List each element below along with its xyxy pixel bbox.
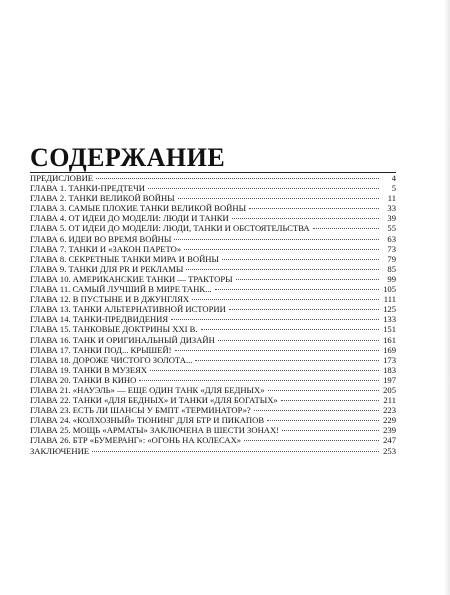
toc-entry[interactable] xyxy=(30,335,396,345)
toc-entry-page-number: 151 xyxy=(383,324,396,335)
toc-entry-title: ГЛАВА 11. САМЫЙ ЛУЧШИЙ В МИРЕ ТАНК... xyxy=(30,284,212,295)
toc-entry[interactable] xyxy=(30,375,396,385)
toc-entry[interactable] xyxy=(30,324,396,334)
toc-entry-title: ГЛАВА 5. ОТ ИДЕИ ДО МОДЕЛИ: ЛЮДИ, ТАНКИ И ОБСТОЯТЕЛЬСТВА xyxy=(30,223,310,234)
toc-entry-title: ГЛАВА 20. ТАНКИ В КИНО xyxy=(30,374,137,385)
dot-leader xyxy=(268,390,379,391)
dot-leader xyxy=(218,340,379,341)
dot-leader xyxy=(178,198,379,199)
toc-entry-page-number: 5 xyxy=(391,183,396,194)
toc-entry[interactable] xyxy=(30,365,396,375)
dot-leader xyxy=(236,279,379,280)
toc-entry[interactable] xyxy=(30,425,396,435)
dot-leader xyxy=(244,440,379,441)
page-title: СОДЕРЖАНИЕ xyxy=(30,143,226,172)
dot-leader xyxy=(139,380,379,381)
toc-entry-title: ГЛАВА 14. ТАНКИ-ПРЕДВИДЕНИЯ xyxy=(30,314,169,325)
dot-leader xyxy=(249,208,379,209)
dot-leader xyxy=(150,370,379,371)
dot-leader xyxy=(192,299,379,300)
toc-entry-title: ГЛАВА 21. «НАУЭЛЬ» — ЕЩЕ ОДИН ТАНК «ДЛЯ БЕДНЫХ» xyxy=(30,384,265,395)
table-of-contents xyxy=(30,173,396,456)
toc-entry-title: ГЛАВА 16. ТАНК И ОРИГИНАЛЬНЫЙ ДИЗАЙН xyxy=(30,334,215,345)
toc-entry[interactable] xyxy=(30,213,396,223)
dot-leader xyxy=(174,239,379,240)
toc-entry[interactable] xyxy=(30,234,396,244)
toc-entry-page-number: 111 xyxy=(383,294,396,305)
toc-entry[interactable] xyxy=(30,446,396,456)
toc-entry-page-number: 205 xyxy=(383,384,396,395)
dot-leader xyxy=(254,410,379,411)
toc-entry-title: ГЛАВА 24. «КОЛХОЗНЫЙ» ТЮНИНГ ДЛЯ БТР И ПИКАПОВ xyxy=(30,415,265,426)
toc-entry[interactable] xyxy=(30,435,396,445)
toc-entry-title: ГЛАВА 26. БТР «БУМЕРАНГ»: «ОГОНЬ НА КОЛЕСАХ» xyxy=(30,435,242,446)
dot-leader xyxy=(313,228,379,229)
toc-entry-page-number: 125 xyxy=(383,304,396,315)
toc-entry-page-number: 79 xyxy=(387,253,396,264)
toc-entry-page-number: 169 xyxy=(383,344,396,355)
toc-entry-title: ГЛАВА 23. ЕСТЬ ЛИ ШАНСЫ У БМПТ «ТЕРМИНАТОР»? xyxy=(30,405,251,416)
toc-entry-page-number: 11 xyxy=(387,193,396,204)
page-edge-shadow xyxy=(444,0,450,595)
dot-leader xyxy=(281,400,379,401)
toc-entry-title: ГЛАВА 9. ТАНКИ ДЛЯ PR И РЕКЛАМЫ xyxy=(30,263,184,274)
toc-entry-title: ГЛАВА 12. В ПУСТЫНЕ И В ДЖУНГЛЯХ xyxy=(30,294,190,305)
toc-entry-page-number: 161 xyxy=(383,334,396,345)
toc-entry[interactable] xyxy=(30,254,396,264)
toc-entry-page-number: 4 xyxy=(391,173,396,183)
toc-entry-title: ГЛАВА 2. ТАНКИ ВЕЛИКОЙ ВОЙНЫ xyxy=(30,193,175,204)
toc-entry-title: ГЛАВА 3. САМЫЕ ПЛОХИЕ ТАНКИ ВЕЛИКОЙ ВОЙНЫ xyxy=(30,203,247,214)
toc-entry[interactable] xyxy=(30,193,396,203)
dot-leader xyxy=(96,178,379,179)
toc-entry[interactable] xyxy=(30,355,396,365)
dot-leader xyxy=(184,249,379,250)
toc-entry-title: ЗАКЛЮЧЕНИЕ xyxy=(30,445,90,456)
dot-leader xyxy=(175,350,379,351)
toc-entry-page-number: 63 xyxy=(387,233,396,244)
toc-entry-title: ГЛАВА 15. ТАНКОВЫЕ ДОКТРИНЫ XXI В. xyxy=(30,324,198,335)
toc-entry-page-number: 55 xyxy=(387,223,396,234)
toc-entry-page-number: 173 xyxy=(383,354,396,365)
toc-entry-title: ГЛАВА 7. ТАНКИ И «ЗАКОН ПАРЕТО» xyxy=(30,243,182,254)
toc-entry-page-number: 253 xyxy=(383,445,396,456)
toc-entry[interactable] xyxy=(30,274,396,284)
toc-entry-page-number: 183 xyxy=(383,364,396,375)
dot-leader xyxy=(195,360,379,361)
toc-entry[interactable] xyxy=(30,264,396,274)
toc-entry-title: ГЛАВА 25. МОЩЬ «АРМАТЫ» ЗАКЛЮЧЕНА В ШЕСТИ ЗОНАХ! xyxy=(30,425,280,436)
toc-entry-title: ГЛАВА 17. ТАНКИ ПОД... КРЫШЕЙ! xyxy=(30,344,172,355)
toc-entry-title: ГЛАВА 4. ОТ ИДЕИ ДО МОДЕЛИ: ЛЮДИ И ТАНКИ xyxy=(30,213,229,224)
toc-entry[interactable] xyxy=(30,385,396,395)
toc-entry-page-number: 85 xyxy=(387,263,396,274)
dot-leader xyxy=(148,188,379,189)
dot-leader xyxy=(222,259,379,260)
toc-entry[interactable] xyxy=(30,395,396,405)
toc-entry-title: ГЛАВА 1. ТАНКИ-ПРЕДТЕЧИ xyxy=(30,183,145,194)
dot-leader xyxy=(215,289,379,290)
toc-entry-page-number: 197 xyxy=(383,374,396,385)
toc-entry[interactable] xyxy=(30,415,396,425)
dot-leader xyxy=(229,309,379,310)
toc-entry-title: ГЛАВА 6. ИДЕИ ВО ВРЕМЯ ВОЙНЫ xyxy=(30,233,172,244)
toc-entry-page-number: 99 xyxy=(387,273,396,284)
toc-entry-title: ГЛАВА 10. АМЕРИКАНСКИЕ ТАНКИ — ТРАКТОРЫ xyxy=(30,273,233,284)
toc-entry[interactable] xyxy=(30,223,396,233)
toc-entry[interactable] xyxy=(30,405,396,415)
toc-entry-page-number: 211 xyxy=(383,395,396,406)
toc-entry-title: ГЛАВА 22. ТАНКИ «ДЛЯ БЕДНЫХ» И ТАНКИ «ДЛЯ БОГАТЫХ» xyxy=(30,395,278,406)
toc-entry[interactable] xyxy=(30,183,396,193)
toc-entry-title: ГЛАВА 18. ДОРОЖЕ ЧИСТОГО ЗОЛОТА... xyxy=(30,354,193,365)
toc-entry-page-number: 105 xyxy=(383,284,396,295)
toc-entry-page-number: 133 xyxy=(383,314,396,325)
dot-leader xyxy=(186,269,379,270)
toc-entry[interactable] xyxy=(30,304,396,314)
dot-leader xyxy=(171,319,379,320)
toc-entry-title: ГЛАВА 8. СЕКРЕТНЫЕ ТАНКИ МИРА И ВОЙНЫ xyxy=(30,253,219,264)
toc-entry-title: ГЛАВА 19. ТАНКИ В МУЗЕЯХ xyxy=(30,364,148,375)
dot-leader xyxy=(232,218,379,219)
toc-entry[interactable] xyxy=(30,203,396,213)
toc-entry-page-number: 33 xyxy=(387,203,396,214)
toc-entry[interactable] xyxy=(30,294,396,304)
toc-entry[interactable] xyxy=(30,244,396,254)
toc-entry-page-number: 73 xyxy=(387,243,396,254)
dot-leader xyxy=(267,420,379,421)
toc-entry-title: ПРЕДИСЛОВИЕ xyxy=(30,173,94,183)
toc-entry-title: ГЛАВА 13. ТАНКИ АЛЬТЕРНАТИВНОЙ ИСТОРИИ xyxy=(30,304,226,315)
dot-leader xyxy=(201,329,379,330)
toc-entry-page-number: 239 xyxy=(383,425,396,436)
toc-entry-page-number: 247 xyxy=(383,435,396,446)
toc-entry-page-number: 229 xyxy=(383,415,396,426)
dot-leader xyxy=(282,430,379,431)
dot-leader xyxy=(92,451,379,452)
toc-entry[interactable] xyxy=(30,284,396,294)
toc-entry[interactable] xyxy=(30,345,396,355)
toc-entry-page-number: 39 xyxy=(387,213,396,224)
toc-entry-page-number: 223 xyxy=(383,405,396,416)
toc-entry[interactable] xyxy=(30,173,396,183)
toc-entry[interactable] xyxy=(30,314,396,324)
